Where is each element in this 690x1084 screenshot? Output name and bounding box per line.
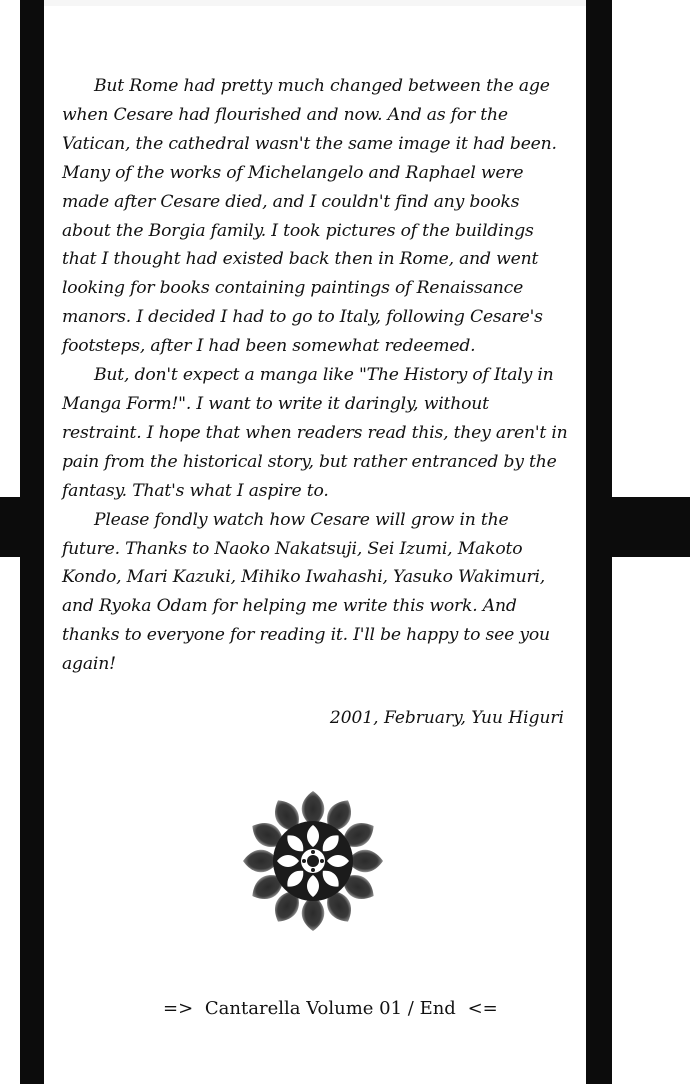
right-border-tab	[610, 497, 690, 557]
left-border-bar	[20, 0, 44, 1084]
right-border-bar	[586, 0, 612, 1084]
afterword-paragraph-3: Please fondly watch how Cesare will grow in the future. Thanks to Naoko Nakatsuji, Sei Izumi, Makoto Kondo, Mari Kazuki, Mihiko Iwahashi, Yasuko Wakimuri, and Ryoka Odam for helping me write this work. And thanks to everyone for reading it. I'll be happy to see you again!	[62, 509, 550, 675]
afterword-paragraph-1: But Rome had pretty much changed between the age when Cesare had flourished and now. And as for the Vatican, the cathedral wasn't the same image it had been. Many of the works of Michelangelo and Raphael were made after Cesare died, and I couldn't find any books about the Borgia family. I took pictures of the buildings that I thought had existed back then in Rome, and went looking for books containing paintings of Renaissance manors. I decided I had to go to Italy, following Cesare's footsteps, after I had been somewhat redeemed.	[62, 76, 557, 357]
end-mark-right-arrow: <=	[467, 998, 498, 1019]
volume-end-mark	[160, 994, 498, 1024]
end-mark-text: Cantarella Volume 01 / End	[204, 998, 456, 1019]
afterword-paragraph-2: But, don't expect a manga like "The History of Italy in Manga Form!". I want to write it daringly, without restraint. I hope that when readers read this, they aren't in pain from the historical story, but rather entranced by the fantasy. That's what I aspire to.	[62, 365, 568, 501]
left-border-tab	[0, 497, 22, 557]
end-mark-left-arrow: =>	[163, 998, 194, 1019]
flower-ornament-icon	[232, 786, 394, 936]
page-top-edge	[44, 0, 586, 6]
author-signature: 2001, February, Yuu Higuri	[329, 708, 564, 728]
afterword-text	[62, 72, 568, 679]
